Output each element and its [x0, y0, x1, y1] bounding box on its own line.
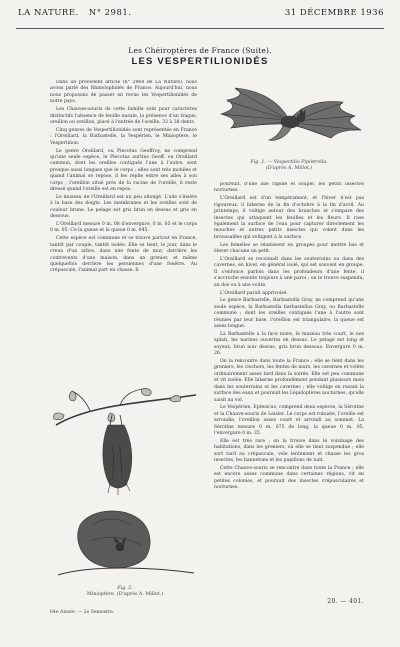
paragraph: Les femelles se réunissent en groupes pour mettre bas et élever chacune un petit. — [214, 242, 364, 255]
caption-line: (D'après A. Millot.) — [265, 166, 313, 171]
paragraph: La Barbastelle a la face noire, le museau très court, le nez aplati, les narines ouvertes en dessus. Le pelage est long et soyeux, brun noir dessus, gris brun dessous. Envergure 0 m. 26. — [214, 331, 364, 357]
header-left — [18, 8, 131, 18]
paragraph: Le museau de l'Oreillard est un peu allongé. L'aile s'insère à la base des doigts. Les membranes et les oreilles sont de couleur brune. Le pelage est gris brun en dessus et gris en dessous. — [50, 194, 197, 220]
issue-number: N° 2981. — [88, 8, 132, 18]
text-column-right — [214, 182, 364, 598]
caption-line: Fig. 2. — [117, 586, 133, 591]
paragraph: L'Oreillard se reconnaît dans les souterrains ou dans des cavernes, en hiver, en général isolé, qui est souvent en groupe. Il s'enfonce parfois dans les profondeurs d'une fente, il s'accroche ensuite toujours à une paroi ; on le trouve suspendu, au dos ou à une voûte. — [214, 256, 364, 288]
issue-date: 31 DÉCEMBRE 1936 — [284, 8, 384, 18]
section-title: LES VESPERTILIONIDÉS — [131, 56, 269, 67]
article-title: Les Chéiroptères de France (Suite). — [128, 46, 272, 55]
journal-name: LA NATURE. — [18, 8, 79, 18]
paragraph: L'Oreillard est d'un tempérament, et l'hiver n'est pas rigoureux, il hiberne de la fin d'octobre à la fin d'avril. Au printemps, il voltige autour des branches et s'empare des insectes qui attaquent les feuilles et les fleurs. Il rase également la surface de l'eau pour capturer directement les mouches et autres petits insectes qui volent dans les broussailles qui voltigent à la surface. — [214, 196, 364, 240]
caption-line: Fig. 1. — Vespertilio Pipistrella. — [250, 160, 328, 165]
figure-2-hanging-bats — [50, 385, 200, 585]
paragraph: Le genre Oreillard, ou Plecotus Geoffroy, ne comprend qu'une seule espèce, le Plecotus auritus Geoff. ou Oreillard commun, dont les oreilles contiguës l'une à l'autre, sont presque aussi longues que le corps ; elles sont très mobiles et quand l'animal se repose, il les replie entre ses ailes à son corps ; l'oreillon situé près de la racine de l'oreille, il reste dressé quand l'oreille est en repos. — [50, 148, 197, 192]
paragraph: poursuit, d'une aile rapide et souple, les petits insectes nocturnes. — [214, 182, 364, 194]
paragraph: Elle est très rare ; on la trouve dans le voisinage des habitations, dans les greniers, où elle se tient suspendue ; elle sort tard au crépuscule, vole lentement et chasse les gros insectes, les hannetons et les papillons de nuit. — [214, 438, 364, 464]
paragraph: L'Oreillard mesure 0 m. 08 d'envergure, 0 m. 05 et le corps 0 m. 05. Ce la queue et la queue 0 m. 045. — [50, 222, 197, 234]
paragraph: Le Vespérien, Eptesicus, comprend deux espèces, la Sérotine et la Chauve-souris de Leisler. Le corps est robuste, l'oreille est arrondie, l'oreillon assez court et arrondi au sommet. La Sérotine mesure 0 m. 075 de long, la queue 0 m. 05, l'envergure 0 m. 35. — [214, 405, 364, 437]
paragraph: L'Oreillard paraît apprivoisé. — [220, 290, 288, 296]
paragraph: Les Chauves-souris de cette famille sont pour caractères distinctifs l'absence de feuille nasale, la présence d'un tragus, oreillon ou oreillon, placé à l'entrée de l'oreille, 32 à 38 dents. — [50, 107, 197, 125]
figure-1-flying-bat — [205, 80, 370, 160]
paragraph: Cinq genres de Vespertilionidés sont représentés en France : l'Oreillard, la Barbastelle, la Vespérien, le Minioptère, le Vespertilion. — [50, 127, 197, 146]
paragraph: Cette espèce est commune et se trouve partout en France, tantôt par couple, tantôt isolée. Elle se tient, le jour, dans le creux d'un arbre, dans une fente de mur, derrière les contrevents d'une maison, dans un grenier, et même quelquefois derrière les persiennes d'une fenêtre. Au crépuscule, l'animal part en chasse. Il — [50, 236, 197, 274]
running-header — [18, 8, 384, 26]
figure-2-caption — [50, 586, 200, 598]
text-column-left — [50, 80, 197, 384]
figure-1-caption — [214, 160, 364, 172]
paragraph: Le genre Barbastelle, Barbastella Gray, ne comprend qu'une seule espèce, la Barbastella barbastellus Gray, ou Barbastelle commune ; dont les oreilles contiguës l'une à l'autre sont réunies par leur base, l'oreillon est triangulaire, la queue est assez longue. — [214, 298, 364, 330]
header-rule — [16, 28, 384, 29]
paragraph: Dans un précédent article (n° 2964 de La Nature), nous avons parlé des Rhinolophidés de France. Aujourd'hui, nous nous proposons de passer en revue les Vespertilionidés de notre pays. — [50, 80, 197, 105]
paragraph: On la rencontre dans toute la France ; elle se tient dans les greniers, les clochers, les fentes de murs, les cavernes et volète ordinairement assez tard dans la soirée. Elle est peu commune et vit isolée. Elle hiberne profondément pendant plusieurs mois dans les souterrains et les cavernes ; elle voltige en rasant la surface des eaux et poursuit les Lépidoptères nocturnes, qu'elle saisit au vol. — [214, 359, 364, 403]
page-number: 20. — 401. — [327, 598, 364, 605]
caption-line: Minioptère. (D'après A. Millot.) — [86, 592, 164, 597]
paragraph: Cette Chauve-souris se rencontre dans toute la France ; elle est encore assez commune dans certaines régions, vit en petites colonies, et poursuit des insectes crépusculaires et nocturnes. — [214, 466, 364, 491]
footnote: 64e Année. — 2e Semestre. — [50, 610, 115, 615]
